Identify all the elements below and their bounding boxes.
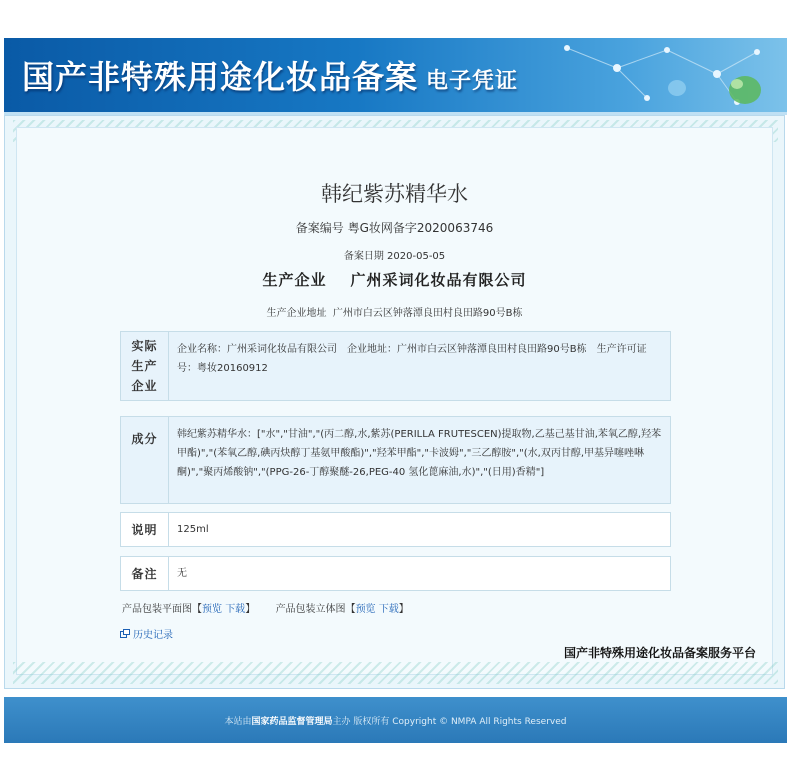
remarks-content: 无 — [177, 568, 187, 579]
label-line-3: 企业 — [131, 379, 158, 393]
bracket-close: 】 — [398, 604, 409, 615]
manufacturer-name: 广州采词化妆品有限公司 — [350, 271, 527, 289]
description-label: 说明 — [121, 513, 169, 546]
flat-package-label: 产品包装平面图 — [122, 604, 192, 615]
bracket-open: 【 — [192, 604, 202, 615]
label-line-1: 实际 — [131, 339, 158, 353]
header-banner — [4, 38, 787, 115]
banner-subtitle: 电子凭证 — [426, 68, 519, 94]
ingredients-content: 韩纪紫苏精华水：["水","甘油","(丙二醇,水,紫苏(PERILLA FRUTESCEN)提取物,乙基己基甘油,苯氧乙醇,羟苯甲酯)","(苯氧乙醇,碘丙炔醇丁基氨甲酸酯)","羟苯甲酯","卡波姆","三乙醇胺","(水,双丙甘醇,甲基异噻唑啉酮)","聚丙烯酸钠","(PPG-26-丁醇聚醚-26,PEG-40 氢化蓖麻油,水)","(日用)香精"] — [177, 429, 662, 478]
registration-date-value: 2020-05-05 — [387, 251, 446, 262]
decorative-border-bottom — [13, 662, 778, 684]
manufacturer — [17, 269, 772, 290]
ingredients-label: 成分 — [121, 417, 169, 503]
product-name: 韩纪紫苏精华水 — [321, 182, 468, 206]
footer-prefix: 本站由 — [224, 716, 252, 727]
manufacturer-label: 生产企业 — [262, 271, 327, 289]
molecule-decoration — [527, 38, 787, 112]
registration-number-value: 粤G妆网备字2020063746 — [347, 221, 494, 235]
banner-title — [22, 52, 518, 98]
bracket-open: 【 — [345, 604, 356, 615]
flat-preview-link[interactable]: 预览 — [202, 604, 222, 615]
manufacturer-address-label: 生产企业地址 — [266, 308, 327, 319]
footer-org: 国家药品监督管理局 — [251, 716, 333, 727]
ingredients-section — [120, 416, 671, 504]
footer — [4, 697, 787, 743]
history-icon — [120, 629, 130, 638]
label-line-2: 生产 — [131, 359, 158, 373]
manufacturer-address-value: 广州市白云区钟落潭良田村良田路90号B栋 — [332, 308, 523, 319]
certificate-body — [16, 127, 773, 675]
history-link[interactable] — [120, 626, 173, 641]
actual-enterprise-section — [120, 331, 671, 401]
registration-date — [17, 247, 772, 262]
footer-suffix: 主办 版权所有 Copyright © NMPA All Rights Reserved — [332, 716, 567, 727]
registration-number — [17, 219, 772, 236]
solid-download-link[interactable]: 下载 — [378, 604, 399, 615]
registration-date-label: 备案日期 — [343, 251, 384, 262]
certificate-frame — [4, 115, 785, 689]
banner-title-main: 国产非特殊用途化妆品备案 — [22, 58, 419, 96]
packaging-links — [122, 600, 409, 615]
actual-enterprise-label — [121, 332, 169, 400]
flat-download-link[interactable]: 下载 — [225, 604, 246, 615]
bracket-close: 】 — [245, 604, 256, 615]
platform-name: 国产非特殊用途化妆品备案服务平台 — [563, 646, 756, 660]
solid-preview-link[interactable]: 预览 — [355, 604, 376, 615]
description-content: 125ml — [177, 524, 209, 535]
registration-number-label: 备案编号 — [295, 221, 344, 235]
actual-enterprise-content: 企业名称：广州采词化妆品有限公司 企业地址：广州市白云区钟落潭良田村良田路90号B栋 生产许可证号：粤妆20160912 — [177, 344, 647, 374]
manufacturer-address — [17, 304, 772, 319]
description-section — [120, 512, 671, 547]
solid-package-label: 产品包装立体图 — [275, 604, 346, 615]
remarks-label: 备注 — [121, 557, 169, 590]
remarks-section — [120, 556, 671, 591]
history-label[interactable]: 历史记录 — [133, 630, 173, 641]
